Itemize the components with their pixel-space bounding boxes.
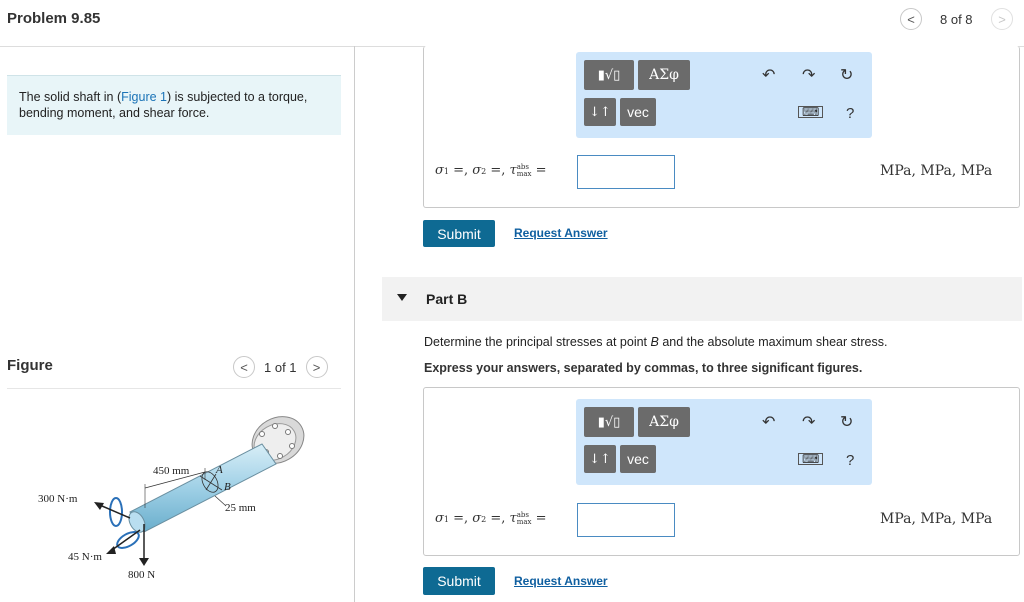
vec-button[interactable]: vec (620, 98, 656, 126)
part-a-toolbar (576, 52, 872, 138)
greek-button[interactable]: ΑΣφ (638, 60, 690, 90)
shaft (130, 444, 276, 532)
part-b-toolbar (576, 399, 872, 485)
part-b-instruction: Express your answers, separated by commas, to three significant figures. (424, 361, 863, 375)
sigma2-subscript: 2 (481, 515, 487, 524)
eq-equals: = (531, 163, 547, 178)
tau-symbol: τ (509, 163, 517, 178)
moment-45-label: 45 N·m (68, 551, 102, 563)
subscript-button[interactable]: ↓↑ (584, 445, 616, 473)
problem-pager: 8 of 8 (940, 12, 973, 27)
vec-button[interactable]: vec (620, 445, 656, 473)
templates-button[interactable]: ▮√▯ (584, 60, 634, 90)
tau-subscript-max: max (516, 169, 532, 178)
shaft-figure (30, 400, 330, 590)
tau-subscript-max: max (516, 517, 532, 526)
eq-equals: = (531, 511, 547, 526)
help-button[interactable]: ? (846, 452, 855, 469)
part-a-request-answer-link[interactable]: Request Answer (514, 226, 608, 240)
part-b-units: MPa, MPa, MPa (880, 511, 993, 527)
point-b-label: B (224, 481, 231, 493)
tau-symbol: τ (509, 511, 517, 526)
chevron-left-icon: < (240, 359, 248, 375)
subscript-button[interactable]: ↓↑ (584, 98, 616, 126)
redo-icon[interactable]: ↷ (802, 414, 816, 431)
eq-separator: =, (448, 163, 473, 178)
next-problem-button[interactable] (991, 8, 1013, 30)
sigma2-symbol: σ (472, 163, 482, 178)
question-text-end: and the absolute maximum shear stress. (658, 335, 888, 349)
keyboard-icon[interactable]: ⌨ (798, 453, 823, 465)
figure-label: Figure (7, 357, 53, 374)
part-b-answer-input[interactable] (577, 503, 675, 537)
part-a-answer-input[interactable] (577, 155, 675, 189)
figure-pager (233, 356, 328, 378)
templates-button[interactable]: ▮√▯ (584, 407, 634, 437)
tau-subscript-abs: abs (516, 162, 529, 171)
part-b-title: Part B (426, 291, 468, 307)
panel-divider (354, 46, 355, 602)
chevron-left-icon: < (907, 11, 915, 27)
eq-separator: =, (486, 511, 510, 526)
dimension-450-label: 450 mm (153, 465, 190, 477)
undo-icon[interactable]: ↶ (762, 414, 776, 431)
sigma2-symbol: σ (472, 511, 482, 526)
undo-icon[interactable]: ↶ (762, 67, 776, 84)
sigma1-symbol: σ (435, 511, 444, 526)
dimension-25-label: 25 mm (225, 502, 256, 514)
point-a-label: A (216, 464, 223, 476)
sigma1-subscript: 1 (443, 515, 449, 524)
part-b-submit-button[interactable]: Submit (423, 567, 495, 595)
chevron-right-icon: > (312, 359, 321, 375)
next-figure-button[interactable] (306, 356, 328, 378)
greek-button[interactable]: ΑΣφ (638, 407, 690, 437)
sigma1-subscript: 1 (443, 167, 449, 176)
part-a-units: MPa, MPa, MPa (880, 163, 993, 179)
question-text: Determine the principal stresses at point (424, 335, 651, 349)
part-a-equation-label (435, 163, 547, 178)
keyboard-icon[interactable]: ⌨ (798, 106, 823, 118)
problem-title: Problem 9.85 (7, 10, 101, 27)
figure-divider (7, 388, 341, 389)
redo-icon[interactable]: ↷ (802, 67, 816, 84)
figure-pager-text: 1 of 1 (264, 359, 297, 375)
moment-45-arrow (106, 529, 141, 554)
figure-link[interactable]: Figure 1 (121, 90, 167, 104)
caret-down-icon[interactable] (397, 294, 407, 301)
torque-300-label: 300 N·m (38, 493, 78, 505)
part-a-submit-button[interactable]: Submit (423, 220, 495, 247)
statement-text-after: ) is subjected to a torque, bending moment, and shear force. (19, 90, 308, 120)
part-b-request-answer-link[interactable]: Request Answer (514, 574, 608, 588)
reset-icon[interactable]: ↻ (840, 67, 854, 84)
part-b-equation-label (435, 511, 547, 526)
sigma1-symbol: σ (435, 163, 444, 178)
eq-separator: =, (448, 511, 473, 526)
reset-icon[interactable]: ↻ (840, 414, 854, 431)
problem-statement (7, 75, 341, 135)
sigma2-subscript: 2 (481, 167, 487, 176)
tau-subscript-abs: abs (516, 510, 529, 519)
question-point: B (650, 335, 659, 349)
prev-problem-button[interactable] (900, 8, 922, 30)
eq-separator: =, (486, 163, 510, 178)
statement-text-before: The solid shaft in ( (19, 90, 122, 104)
chevron-right-icon: > (998, 11, 1006, 27)
part-b-header[interactable] (382, 277, 1022, 321)
help-button[interactable]: ? (846, 105, 855, 122)
prev-figure-button[interactable] (233, 356, 255, 378)
part-b-question (424, 335, 887, 349)
torque-300-arrow (94, 498, 130, 526)
force-800-label: 800 N (128, 569, 156, 581)
